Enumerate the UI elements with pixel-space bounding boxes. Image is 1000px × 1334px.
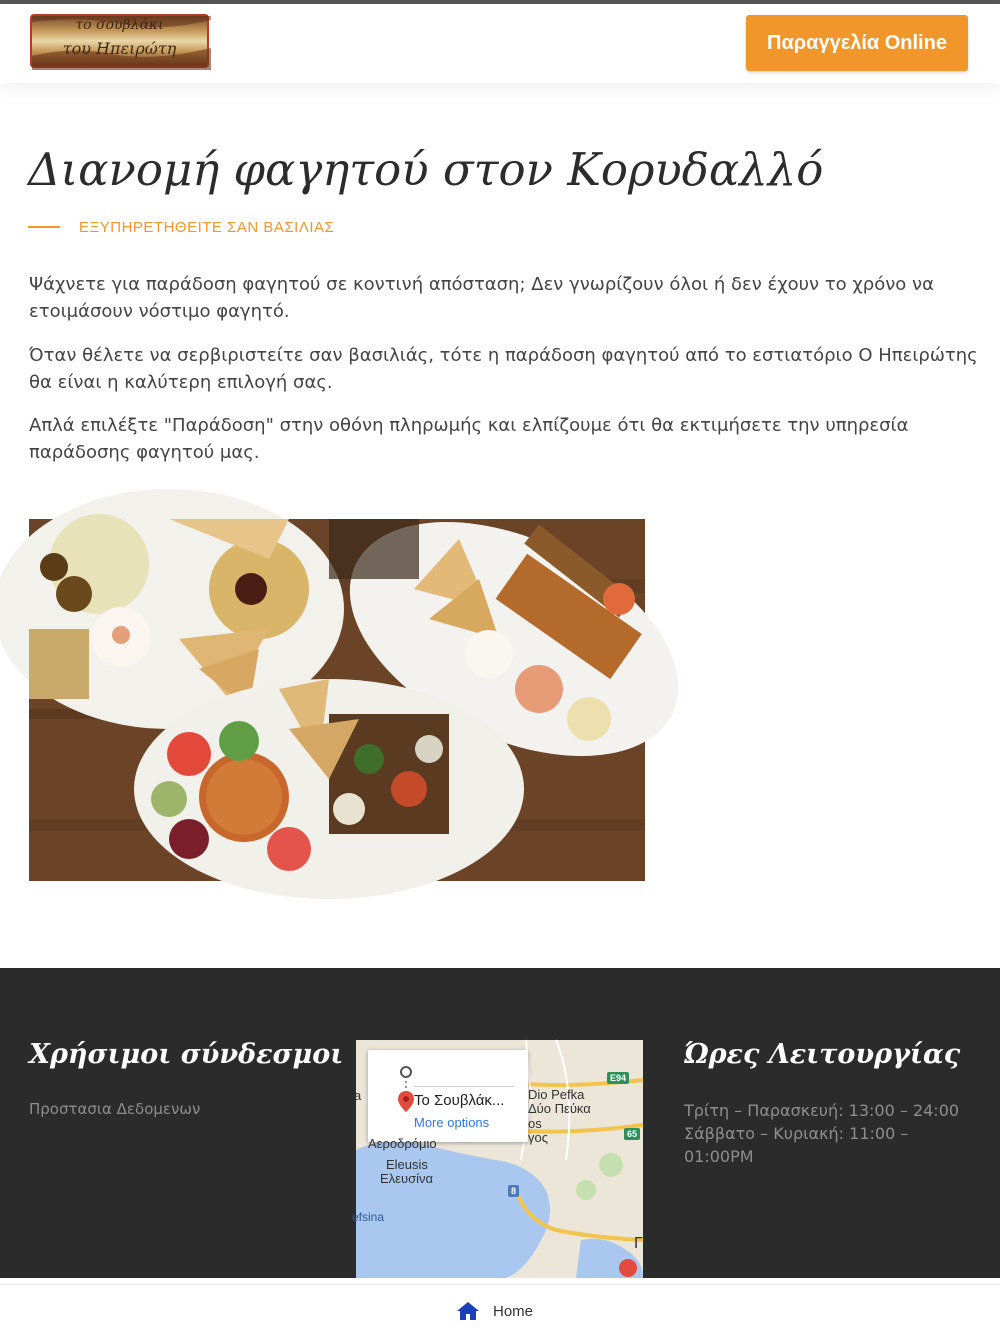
logo-text-line2: του Ηπειρώτη [62,39,177,58]
page-subtitle: ΕΞΥΠΗΡΕΤΗΘΕΙΤΕ ΣΑΝ ΒΑΣΙΛΙΑΣ [79,218,335,236]
bottom-nav-home[interactable] [456,1301,533,1321]
map-label: os [528,1116,542,1131]
logo-text-line1: το σουβλάκι [75,17,164,33]
privacy-link[interactable]: Προστασια Δεδομενων [29,1100,201,1118]
intro-paragraph-3: Απλά επιλέξτε "Παράδοση" στην οθόνη πληρωμής και ελπίζουμε ότι θα εκτιμήσετε την υπηρεσία παράδοσης φαγητού μας. [29,415,909,463]
road-badge: E94 [607,1072,629,1084]
map-place-card[interactable] [368,1050,528,1142]
map-label: a [354,1088,362,1103]
useful-links-title: Χρήσιμοι σύνδεσμοι [29,1039,344,1070]
intro-paragraph-1: Ψάχνετε για παράδοση φαγητού σε κοντινή απόσταση; Δεν γνωρίζουν όλοι ή δεν έχουν το χρόνο να ετοιμάσουν νόστιμο φαγητό. [29,274,934,322]
hours-weekdays: Τρίτη – Παρασκευή: 13:00 – 24:00 [684,1101,960,1120]
subtitle-row [28,217,334,237]
map-label: Ελευσίνα [380,1171,434,1186]
map-label: efsina [352,1210,385,1224]
map-pin-icon [619,1259,637,1277]
map-embed[interactable] [352,1040,643,1278]
home-label: Home [493,1302,534,1320]
hours-weekend: Σάββατο – Κυριακή: 11:00 – 01:00PM [684,1124,909,1166]
map-origin-icon [401,1067,411,1077]
map-more-options-link[interactable]: More options [414,1115,490,1130]
order-online-button[interactable]: Παραγγελία Online [746,15,968,71]
map-label: Γ [634,1235,643,1252]
map-label: Eleusis [386,1157,428,1172]
site-logo[interactable] [30,14,209,68]
map-label: γος [528,1130,548,1145]
subtitle-divider [28,226,60,228]
home-icon [456,1301,480,1321]
food-photo [29,519,645,881]
map-route-icons [396,1064,416,1114]
road-badge: 8 [508,1185,519,1197]
opening-hours-title: Ώρες Λειτουργίας [684,1039,961,1070]
map-label: Δύο Πεύκα [528,1101,591,1116]
bottom-nav [0,1284,1000,1334]
map-label: Αεροδρόμιο [368,1136,437,1151]
page-title: Διανομή φαγητού στον Κορυδαλλό [28,143,824,196]
opening-hours [684,1099,974,1168]
map-label: Dio Pefka [528,1087,585,1102]
road-badge: 65 [624,1128,640,1140]
map-place-name: Το Σουβλάκ... [414,1092,505,1109]
intro-paragraph-2: Όταν θέλετε να σερβιριστείτε σαν βασιλιάς, τότε η παράδοση φαγητού από το εστιατόριο Ο Ηπειρώτης θα είναι η καλύτερη επιλογή σας. [29,345,978,393]
site-footer [0,968,1000,1278]
site-header [0,4,1000,83]
